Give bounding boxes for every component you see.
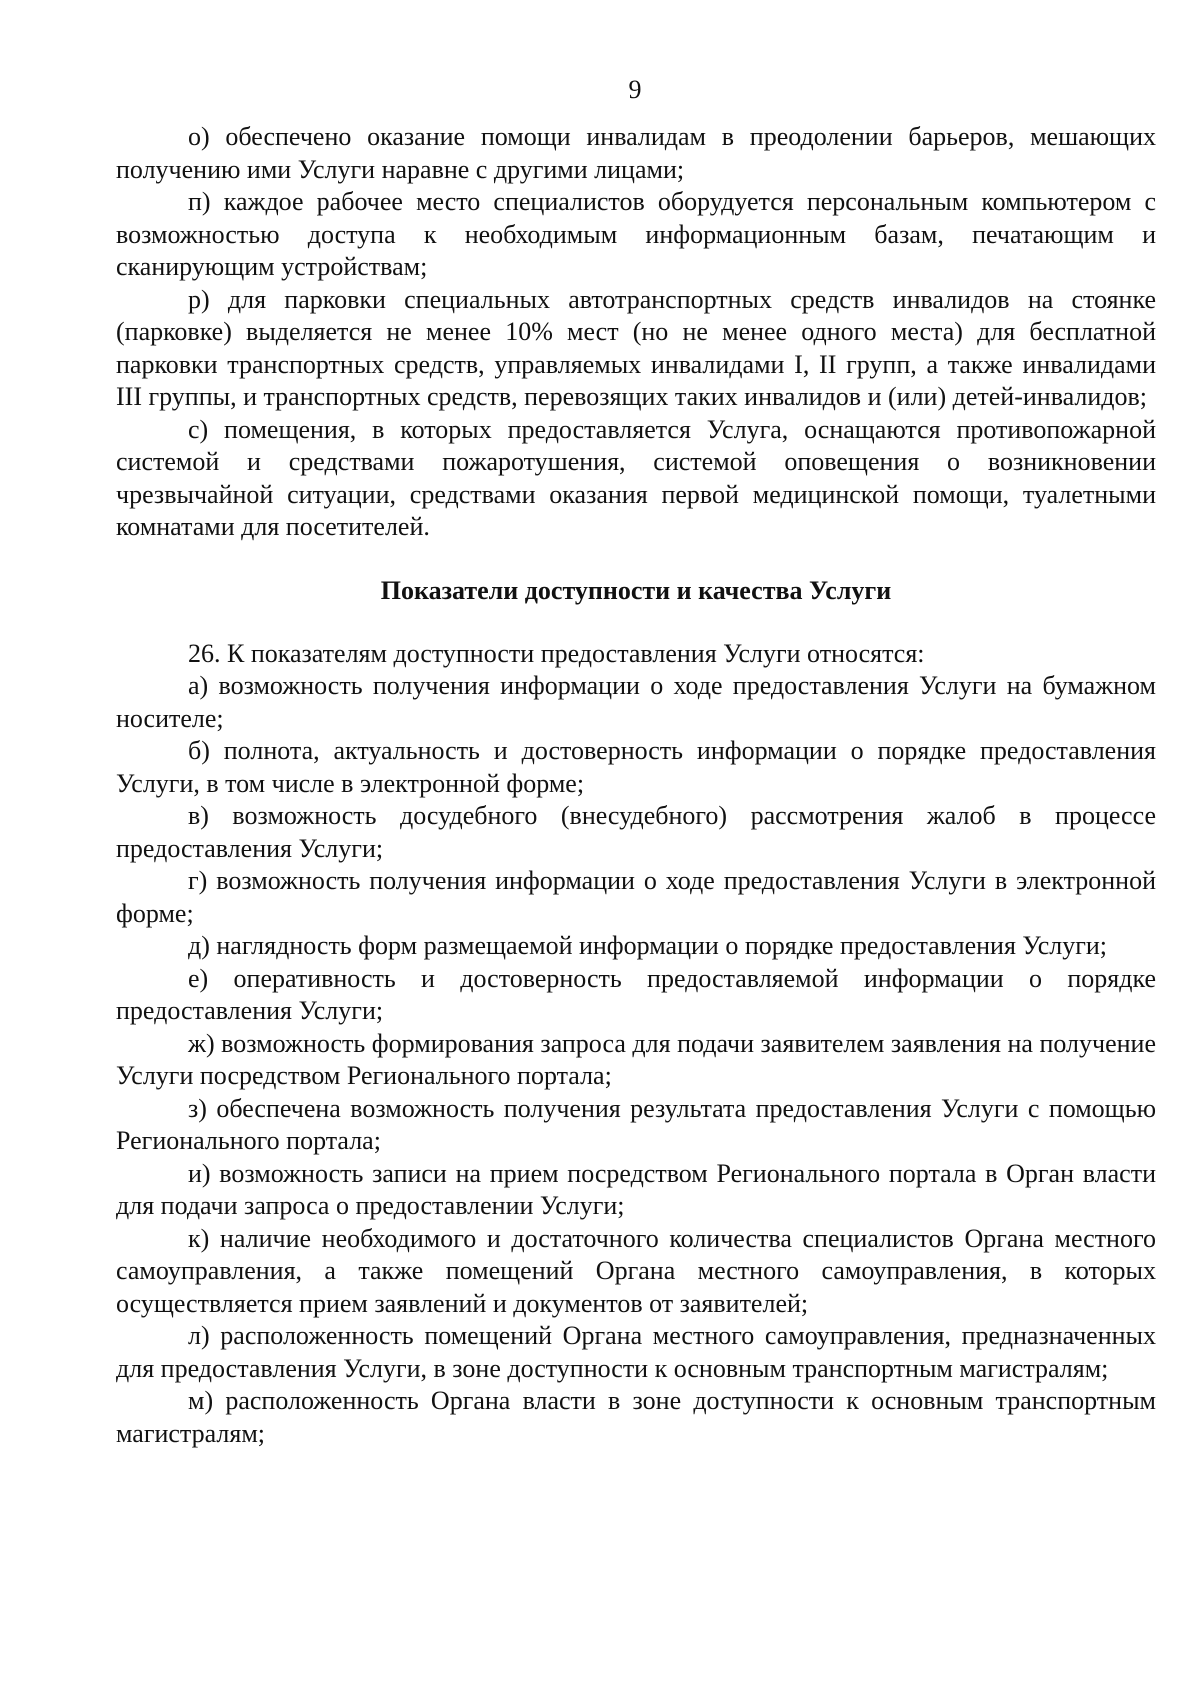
paragraph-item-p: п) каждое рабочее место специалистов оборудуется персональным компьютером с возможностью доступа к необходимым информационным базам, печатающим и сканирующим устройствам; (116, 187, 1156, 281)
paragraph-item-a: а) возможность получения информации о ходе предоставления Услуги на бумажном носителе; (116, 671, 1156, 733)
paragraph-item-zh: ж) возможность формирования запроса для подачи заявителем заявления на получение Услуги посредством Регионального портала; (116, 1028, 1156, 1090)
paragraph-item-z: з) обеспечена возможность получения результата предоставления Услуги с помощью Регионального портала; (116, 1093, 1156, 1155)
paragraph-item-g: г) возможность получения информации о ходе предоставления Услуги в электронной форме; (116, 866, 1156, 928)
paragraph-26-intro: 26. К показателям доступности предоставления Услуги относятся: (188, 638, 925, 668)
paragraph-item-i: и) возможность записи на прием посредством Регионального портала в Орган власти для подачи запроса о предоставлении Услуги; (116, 1158, 1156, 1220)
paragraph-item-e: е) оперативность и достоверность предоставляемой информации о порядке предоставления Услуги; (116, 963, 1156, 1025)
paragraph-item-v: в) возможность досудебного (внесудебного) рассмотрения жалоб в процессе предоставления Услуги; (116, 801, 1156, 863)
paragraph-item-m: м) расположенность Органа власти в зоне доступности к основным транспортным магистралям; (116, 1386, 1156, 1448)
paragraph-item-s: с) помещения, в которых предоставляется Услуга, оснащаются противопожарной системой и средствами пожаротушения, системой оповещения о возникновении чрезвычайной ситуации, средствами оказания первой медицинской помощи, туалетными комнатами для посетителей. (116, 414, 1156, 541)
paragraph-item-d: д) наглядность форм размещаемой информации о порядке предоставления Услуги; (188, 931, 1108, 960)
paragraph-item-b: б) полнота, актуальность и достоверность информации о порядке предоставления Услуги, в том числе в электронной форме; (116, 736, 1156, 798)
section-heading: Показатели доступности и качества Услуги (380, 575, 892, 605)
document-body (116, 121, 1156, 1450)
paragraph-item-r: р) для парковки специальных автотранспортных средств инвалидов на стоянке (парковке) выделяется не менее 10% мест (но не менее одного места) для бесплатной парковки транспортных средств, управляемых инвалидами I, II групп, а также инвалидами III группы, и транспортных средств, перевозящих таких инвалидов и (или) детей-инвалидов; (116, 284, 1156, 411)
page-number: 9 (628, 75, 642, 104)
paragraph-item-l: л) расположенность помещений Органа местного самоуправления, предназначенных для предоставления Услуги, в зоне доступности к основным транспортным магистралям; (116, 1321, 1156, 1383)
paragraph-item-k: к) наличие необходимого и достаточного количества специалистов Органа местного самоуправления, а также помещений Органа местного самоуправления, в которых осуществляется прием заявлений и документов от заявителей; (116, 1223, 1156, 1318)
paragraph-item-o: о) обеспечено оказание помощи инвалидам в преодолении барьеров, мешающих получению ими Услуги наравне с другими лицами; (116, 122, 1156, 184)
